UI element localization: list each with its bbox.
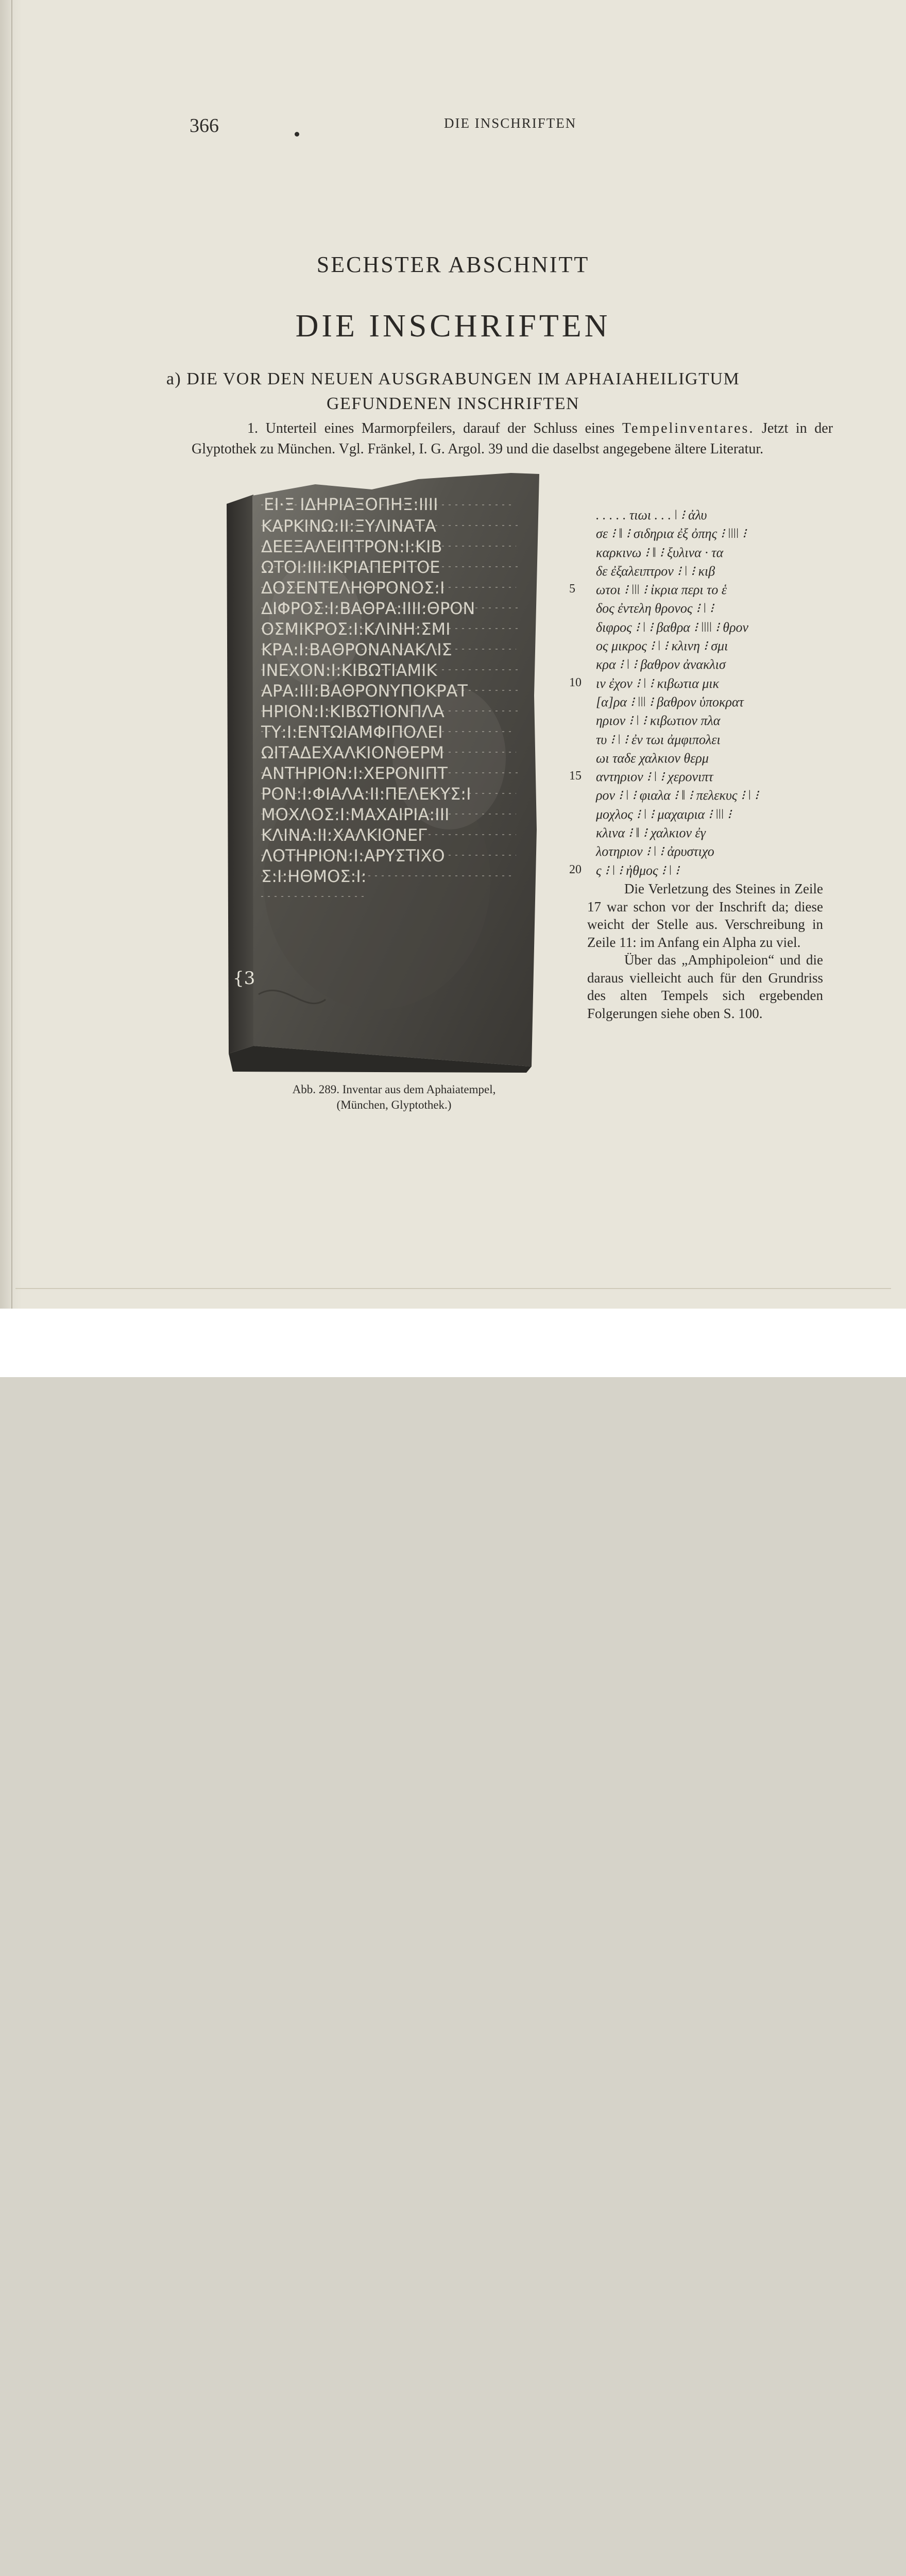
page-number: 366 xyxy=(190,115,219,137)
line-text: μοχλος ⁝ ǀ ⁝ μαχαιρια ⁝ ǀǀǀ ⁝ xyxy=(596,806,731,822)
svg-text:ΕΙ·Ξ ΙΔΗΡΙΑΞΟΠΗΞ:IIII: ΕΙ·Ξ ΙΔΗΡΙΑΞΟΠΗΞ:IIII xyxy=(264,495,438,514)
svg-text:ΛΟΤΗΡΙΟΝ:Ι:ΑΡΥΣΤΙΧΟ: ΛΟΤΗΡΙΟΝ:Ι:ΑΡΥΣΤΙΧΟ xyxy=(261,846,445,866)
page-bottom-rule xyxy=(15,1288,891,1289)
line-text: ς ⁝ ǀ ⁝ ἠθμος ⁝ ǀ ⁝ xyxy=(596,862,679,878)
inscription-line xyxy=(569,694,847,713)
figure-caption xyxy=(250,1082,538,1113)
line-text: . . . . . τιωι . . . ǀ ⁝ ἀλυ xyxy=(596,507,707,522)
svg-text:ΙΝΕΧΟΝ:Ι:ΚΙΒΩΤΙΑΜΙΚ: ΙΝΕΧΟΝ:Ι:ΚΙΒΩΤΙΑΜΙΚ xyxy=(261,660,437,680)
inscription-line xyxy=(569,788,847,806)
line-text: ρον ⁝ ǀ ⁝ φιαλα ⁝ ǁ ⁝ πελεκυς ⁝ ǀ ⁝ xyxy=(596,788,759,803)
line-text: ος μικρος ⁝ ǀ ⁝ κλινη ⁝ σμι xyxy=(596,638,728,654)
inscription-line xyxy=(569,825,847,844)
inscription-line xyxy=(569,863,847,882)
line-number: 15 xyxy=(569,769,582,783)
svg-text:Σ:Ι:ΗΘΜΟΣ:Ι:: Σ:Ι:ΗΘΜΟΣ:Ι: xyxy=(261,867,367,886)
svg-text:ΚΛΙΝΑ:II:ΧΑΛΚΙΟΝΕΓ: ΚΛΙΝΑ:II:ΧΑΛΚΙΟΝΕΓ xyxy=(261,825,427,845)
commentary xyxy=(587,880,823,1022)
marble-pillar-illustration xyxy=(223,469,542,1074)
svg-text:ΚΡΑ:Ι:ΒΑΘΡΟΝΑΝΑΚΛΙΣ: ΚΡΑ:Ι:ΒΑΘΡΟΝΑΝΑΚΛΙΣ xyxy=(261,640,452,659)
svg-text:ΗΡΙΟΝ:Ι:ΚΙΒΩΤΙΟΝΠΛΑ: ΗΡΙΟΝ:Ι:ΚΙΒΩΤΙΟΝΠΛΑ xyxy=(261,702,445,721)
svg-text:ΜΟΧΛΟΣ:Ι:ΜΑΧΑΙΡΙΑ:III: ΜΟΧΛΟΣ:Ι:ΜΑΧΑΙΡΙΑ:III xyxy=(261,805,450,824)
stone-mark: {3 xyxy=(233,968,255,989)
svg-text:ΩΙΤΑΔΕΧΑΛΚΙΟΝΘΕΡΜ: ΩΙΤΑΔΕΧΑΛΚΙΟΝΘΕΡΜ xyxy=(261,743,444,762)
line-text: δε ἐξαλειπτρον ⁝ ǀ ⁝ κιβ xyxy=(596,563,715,579)
inscription-line xyxy=(569,545,847,564)
line-text: καρκινω ⁝ ǁ ⁝ ξυλινα · τα xyxy=(596,545,724,560)
inscription-line xyxy=(569,620,847,638)
line-text: ωι ταδε χαλκιον θερμ xyxy=(596,750,709,766)
svg-text:ΤΥ:Ι:ΕΝΤΩΙΑΜΦΙΠΟΛΕΙ: ΤΥ:Ι:ΕΝΤΩΙΑΜΦΙΠΟΛΕΙ xyxy=(261,722,443,742)
svg-text:ΑΡΑ:III:ΒΑΘΡΟΝΥΠΟΚΡΑΤ: ΑΡΑ:III:ΒΑΘΡΟΝΥΠΟΚΡΑΤ xyxy=(261,681,468,701)
inscription-line xyxy=(569,564,847,582)
commentary-paragraph-1: Die Verletzung des Steines in Zeile 17 war schon vor der Inschrift da; diese weicht der Stelle aus. Verschreibung in Zeile 11: im Anfang ein Alpha zu viel. xyxy=(587,881,823,950)
line-text: αντηριον ⁝ ǀ ⁝ χερονιπτ xyxy=(596,769,713,785)
inscription-line xyxy=(569,582,847,601)
line-text: λοτηριον ⁝ ǀ ⁝ ἀρυστιχο xyxy=(596,844,714,859)
inscription-line xyxy=(569,732,847,751)
svg-text:ΔΕΕΞΑΛΕΙΠΤΡΟΝ:Ι:ΚΙΒ: ΔΕΕΞΑΛΕΙΠΤΡΟΝ:Ι:ΚΙΒ xyxy=(261,537,442,556)
inscription-line xyxy=(569,507,847,526)
entry-number: 1. xyxy=(247,420,258,436)
line-text: ηριον ⁝ ǀ ⁝ κιβωτιον πλα xyxy=(596,713,721,728)
line-number: 10 xyxy=(569,675,582,689)
line-text: ιν ἐχον ⁝ ǀ ⁝ κιβωτια μικ xyxy=(596,675,720,691)
intro-text-spaced: Tempelinventares. xyxy=(622,420,755,436)
line-number: 20 xyxy=(569,862,582,876)
inscription-transcription xyxy=(569,507,847,882)
commentary-paragraph-2: Über das „Amphipoleion“ und die daraus vielleicht auch für den Grundriss des alten Tempels sich ergebenden Folgerungen siehe oben S. 100. xyxy=(587,952,823,1021)
svg-text:ΩΤΟΙ:III:ΙΚΡΙΑΠΕΡΙΤΟΕ: ΩΤΟΙ:III:ΙΚΡΙΑΠΕΡΙΤΟΕ xyxy=(261,557,440,577)
intro-text-b: Jetzt in der Glyptothek zu München. Vgl. Fränkel, I. G. Argol. 39 und die daselbst angegebene ältere Literatur. xyxy=(192,420,833,457)
inscription-line xyxy=(569,769,847,788)
entry-intro xyxy=(192,418,833,460)
page-edge xyxy=(0,0,22,1309)
chapter-title: DIE INSCHRIFTEN xyxy=(295,309,611,344)
section-heading: SECHSTER ABSCHNITT xyxy=(316,252,590,277)
line-text: κλινα ⁝ ǁ ⁝ χαλκιον ἐγ xyxy=(596,825,706,841)
figure-caption-line1: Abb. 289. Inventar aus dem Aphaiatempel, xyxy=(292,1083,496,1096)
inscription-line xyxy=(569,807,847,825)
line-text: ωτοι ⁝ ǀǀǀ ⁝ ἰκρια περι το ἑ xyxy=(596,582,727,598)
svg-text:ΟΣΜΙΚΡΟΣ:Ι:ΚΛΙΝΗ:ΣΜΙ: ΟΣΜΙΚΡΟΣ:Ι:ΚΛΙΝΗ:ΣΜΙ xyxy=(261,619,451,639)
inscription-line xyxy=(569,638,847,657)
ink-dot xyxy=(295,132,299,137)
figure-caption-line2: (München, Glyptothek.) xyxy=(336,1098,452,1111)
subsection-heading-line2: GEFUNDENEN INSCHRIFTEN xyxy=(326,394,580,413)
library-footer xyxy=(0,1309,906,1377)
subsection-heading xyxy=(0,367,906,416)
inscription-line xyxy=(569,844,847,862)
subsection-heading-line1: a) DIE VOR DEN NEUEN AUSGRABUNGEN IM APHAIAHEILIGTUM xyxy=(166,369,740,388)
svg-text:ΔΟΣΕΝΤΕΛΗΘΡΟΝΟΣ:Ι: ΔΟΣΕΝΤΕΛΗΘΡΟΝΟΣ:Ι xyxy=(261,578,445,598)
inscription-line xyxy=(569,601,847,619)
inscription-line xyxy=(569,713,847,732)
line-number: 5 xyxy=(569,582,575,596)
line-text: δος ἐντελη θρονος ⁝ ǀ ⁝ xyxy=(596,601,714,616)
inscription-photo xyxy=(223,469,542,1074)
line-text: κρα ⁝ ǀ ⁝ βαθρον ἀνακλισ xyxy=(596,657,726,672)
page-edge-line xyxy=(11,0,12,1309)
inscription-line xyxy=(569,526,847,545)
line-text: διφρος ⁝ ǀ ⁝ βαθρα ⁝ ǀǀǀǀ ⁝ θρον xyxy=(596,619,749,635)
svg-text:ΑΝΤΗΡΙΟΝ:Ι:ΧΕΡΟΝΙΠΤ: ΑΝΤΗΡΙΟΝ:Ι:ΧΕΡΟΝΙΠΤ xyxy=(261,764,448,783)
inscription-line xyxy=(569,751,847,769)
inscription-line xyxy=(569,676,847,694)
svg-text:ΚΑΡΚΙΝΩ:II:ΞΥΛΙΝΑΤΑ: ΚΑΡΚΙΝΩ:II:ΞΥΛΙΝΑΤΑ xyxy=(261,516,436,536)
inscription-line xyxy=(569,657,847,675)
line-text: [α]ρα ⁝ ǀǀǀ ⁝ βαθρον ὑποκρατ xyxy=(596,694,744,709)
running-title: DIE INSCHRIFTEN xyxy=(444,115,577,131)
line-text: τυ ⁝ ǀ ⁝ ἐν τωι ἀμφιπολει xyxy=(596,732,721,747)
intro-text-a: Unterteil eines Marmorpfeilers, darauf der Schluss eines xyxy=(265,420,615,436)
line-text: σε ⁝ ǁ ⁝ σιδηρια ἐξ ὀπης ⁝ ǀǀǀǀ ⁝ xyxy=(596,526,746,541)
svg-text:ΡΟΝ:Ι:ΦΙΑΛΑ:II:ΠΕΛΕΚΥΣ:Ι: ΡΟΝ:Ι:ΦΙΑΛΑ:II:ΠΕΛΕΚΥΣ:Ι xyxy=(261,784,471,804)
svg-text:ΔΙΦΡΟΣ:Ι:ΒΑΘΡΑ:IIII:ΘΡΟΝ: ΔΙΦΡΟΣ:Ι:ΒΑΘΡΑ:IIII:ΘΡΟΝ xyxy=(261,599,475,618)
